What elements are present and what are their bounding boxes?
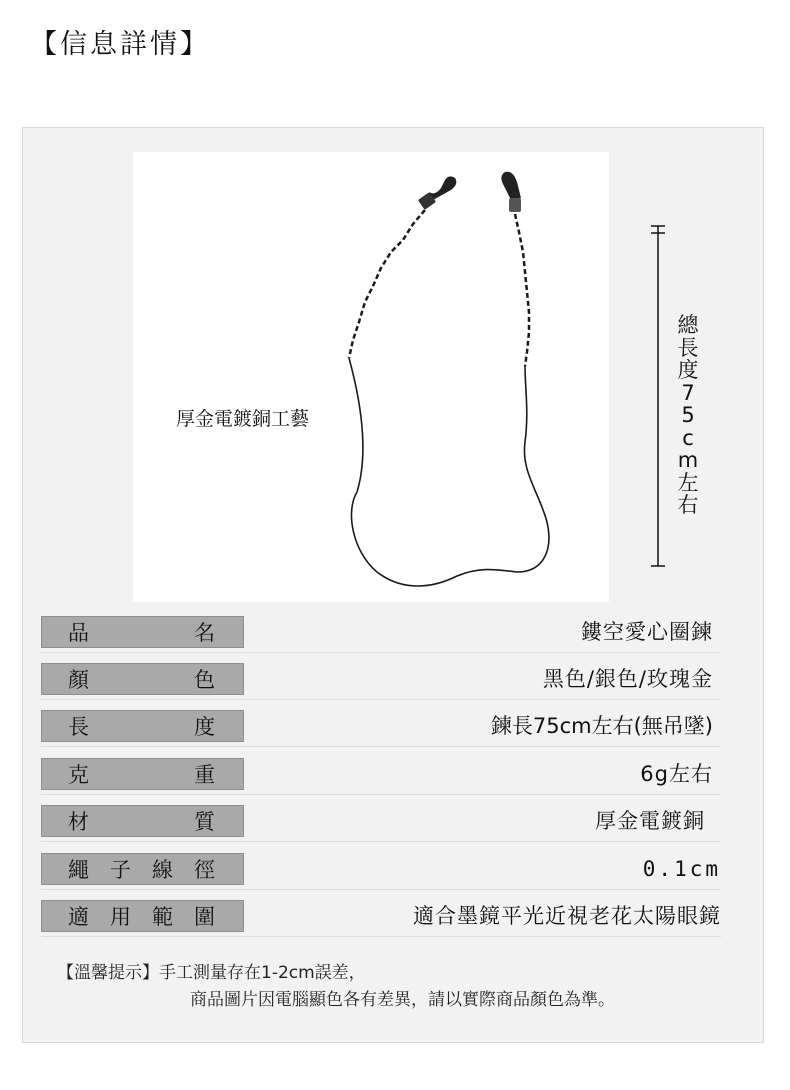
glasses-chain-image <box>133 152 609 602</box>
spec-value: 0.1cm <box>642 857 721 881</box>
spec-value: 黑色/銀色/玫瑰金 <box>542 667 713 691</box>
right-ear-grip <box>501 172 521 212</box>
spec-row-weight <box>41 754 721 795</box>
spec-row-color <box>41 659 721 700</box>
left-link-chain <box>349 210 425 358</box>
product-photo <box>133 152 609 602</box>
spec-label: 克 重 <box>41 758 244 790</box>
total-length-label: 總 長 度 7 5 c m 左 右 <box>677 313 699 517</box>
spec-value: 鍊長75cm左右(無吊墜) <box>490 714 713 738</box>
spec-value: 適合墨鏡平光近視老花太陽眼鏡 <box>413 904 721 928</box>
spec-value: 厚金電鍍銅 <box>595 809 705 833</box>
length-measure-line <box>643 220 673 570</box>
right-link-chain <box>515 214 529 366</box>
spec-label: 長 度 <box>41 710 244 742</box>
spec-row-cord-diameter <box>41 849 721 890</box>
spec-row-name <box>41 612 721 653</box>
spec-label: 品 名 <box>41 616 244 648</box>
note-line-1: 手工測量存在1-2cm誤差， <box>159 963 366 983</box>
spec-row-material <box>41 801 721 842</box>
note-prefix: 【溫馨提示】 <box>57 963 159 983</box>
note-line-2: 商品圖片因電腦顯色各有差異，請以實際商品顏色為準。 <box>190 990 615 1010</box>
spec-row-usage <box>41 896 721 937</box>
fine-chain-loop <box>349 358 549 586</box>
spec-row-length <box>41 706 721 747</box>
left-ear-grip <box>418 176 457 210</box>
spec-label: 材 質 <box>41 805 244 837</box>
spec-label: 繩 子 線 徑 <box>41 853 244 885</box>
warm-reminder-note <box>57 960 615 1014</box>
craft-label: 厚金電鍍銅工藝 <box>176 408 310 430</box>
spec-label: 顏 色 <box>41 663 244 695</box>
spec-value: 6g左右 <box>640 762 713 786</box>
spec-value: 鏤空愛心圈鍊 <box>581 620 713 644</box>
page-title: 【信息詳情】 <box>30 29 210 60</box>
spec-label: 適 用 範 圍 <box>41 900 244 932</box>
detail-panel <box>22 127 764 1043</box>
